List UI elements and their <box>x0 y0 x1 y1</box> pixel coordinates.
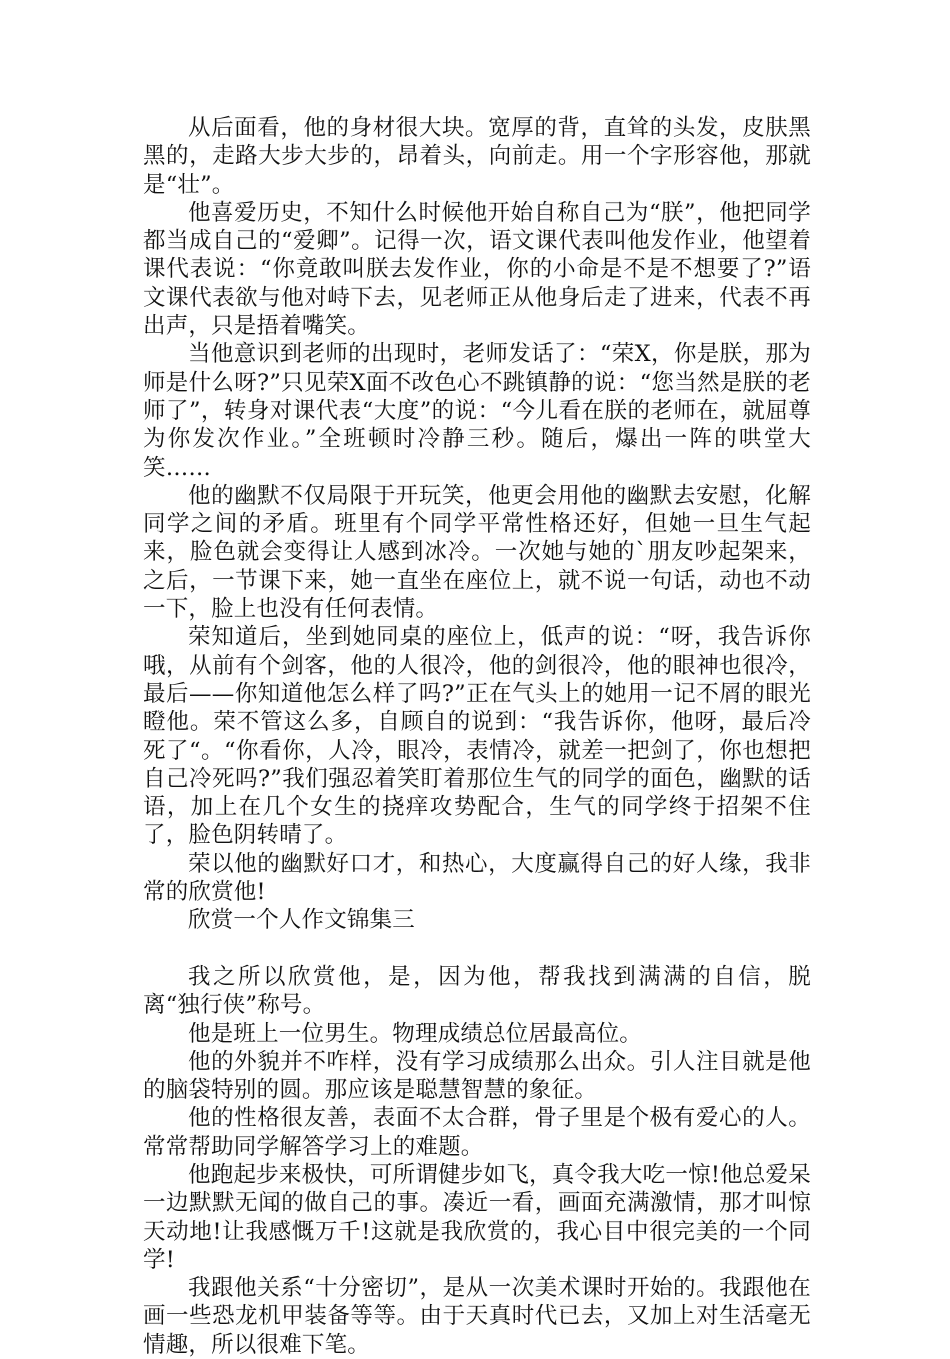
blank-line <box>143 935 811 963</box>
document-body <box>143 114 811 1359</box>
paragraph: 当他意识到老师的出现时，老师发话了：“荣X，你是朕，那为师是什么呀?”只见荣X面不改色心不跳镇静的说：“您当然是朕的老师了”，转身对课代表“大度”的说：“今儿看在朕的老师在，就屈尊为你发次作业。”全班顿时冷静三秒。随后，爆出一阵的哄堂大笑…… <box>143 341 811 481</box>
paragraph: 从后面看，他的身材很大块。宽厚的背，直耸的头发，皮肤黑黑的，走路大步大步的，昂着头，向前走。用一个字形容他，那就是“壮”。 <box>143 115 811 198</box>
paragraph: 他的幽默不仅局限于开玩笑，他更会用他的幽默去安慰，化解同学之间的矛盾。班里有个同学平常性格还好，但她一旦生气起来，脸色就会变得让人感到冰冷。一次她与她的`朋友吵起架来，之后，一节课下来，她一直坐在座位上，就不说一句话，动也不动一下，脸上也没有任何表情。 <box>143 482 811 623</box>
paragraph: 他是班上一位男生。物理成绩总位居最高位。 <box>188 1020 643 1047</box>
section-title: 欣赏一个人作文锦集三 <box>188 907 416 934</box>
paragraph: 荣以他的幽默好口才，和热心，大度赢得自己的好人缘，我非常的欣赏他! <box>143 850 811 906</box>
paragraph: 他的外貌并不咋样，没有学习成绩那么出众。引人注目就是他的脑袋特别的圆。那应该是聪慧智慧的象征。 <box>143 1048 811 1104</box>
paragraph: 荣知道后，坐到她同桌的座位上，低声的说：“呀，我告诉你哦，从前有个剑客，他的人很冷，他的剑很冷，他的眼神也很冷，最后——你知道他怎么样了吗?”正在气头上的她用一记不屑的眼光瞪他。荣不管这么多，自顾自的说到：“我告诉你，他呀，最后冷死了“。“你看你，人冷，眼冷，表情冷，就差一把剑了，你也想把自己冷死吗?”我们强忍着笑盯着那位生气的同学的面色，幽默的话语，加上在几个女生的挠痒攻势配合，生气的同学终于招架不住了，脸色阴转晴了。 <box>143 624 811 849</box>
paragraph: 他跑起步来极快，可所谓健步如飞，真令我大吃一惊!他总爱呆一边默默无闻的做自己的事。凑近一看，画面充满激情，那才叫惊天动地!让我感慨万千!这就是我欣赏的，我心目中很完美的一个同学! <box>143 1161 811 1273</box>
paragraph: 他喜爱历史，不知什么时候他开始自称自己为“朕”，他把同学都当成自己的“爱卿”。记得一次，语文课代表叫他发作业，他望着课代表说：“你竟敢叫朕去发作业，你的小命是不是不想要了?”语文课代表欲与他对峙下去，见老师正从他身后走了进来，代表不再出声，只是捂着嘴笑。 <box>143 199 811 340</box>
paragraph: 我之所以欣赏他，是，因为他，帮我找到满满的自信，脱离“独行侠”称号。 <box>143 963 811 1019</box>
paragraph: 他的性格很友善，表面不太合群，骨子里是个极有爱心的人。常常帮助同学解答学习上的难题。 <box>143 1105 811 1160</box>
paragraph: 我跟他关系“十分密切”，是从一次美术课时开始的。我跟他在画一些恐龙机甲装备等等。由于天真时代已去，又加上对生活毫无情趣，所以很难下笔。 <box>143 1275 811 1358</box>
